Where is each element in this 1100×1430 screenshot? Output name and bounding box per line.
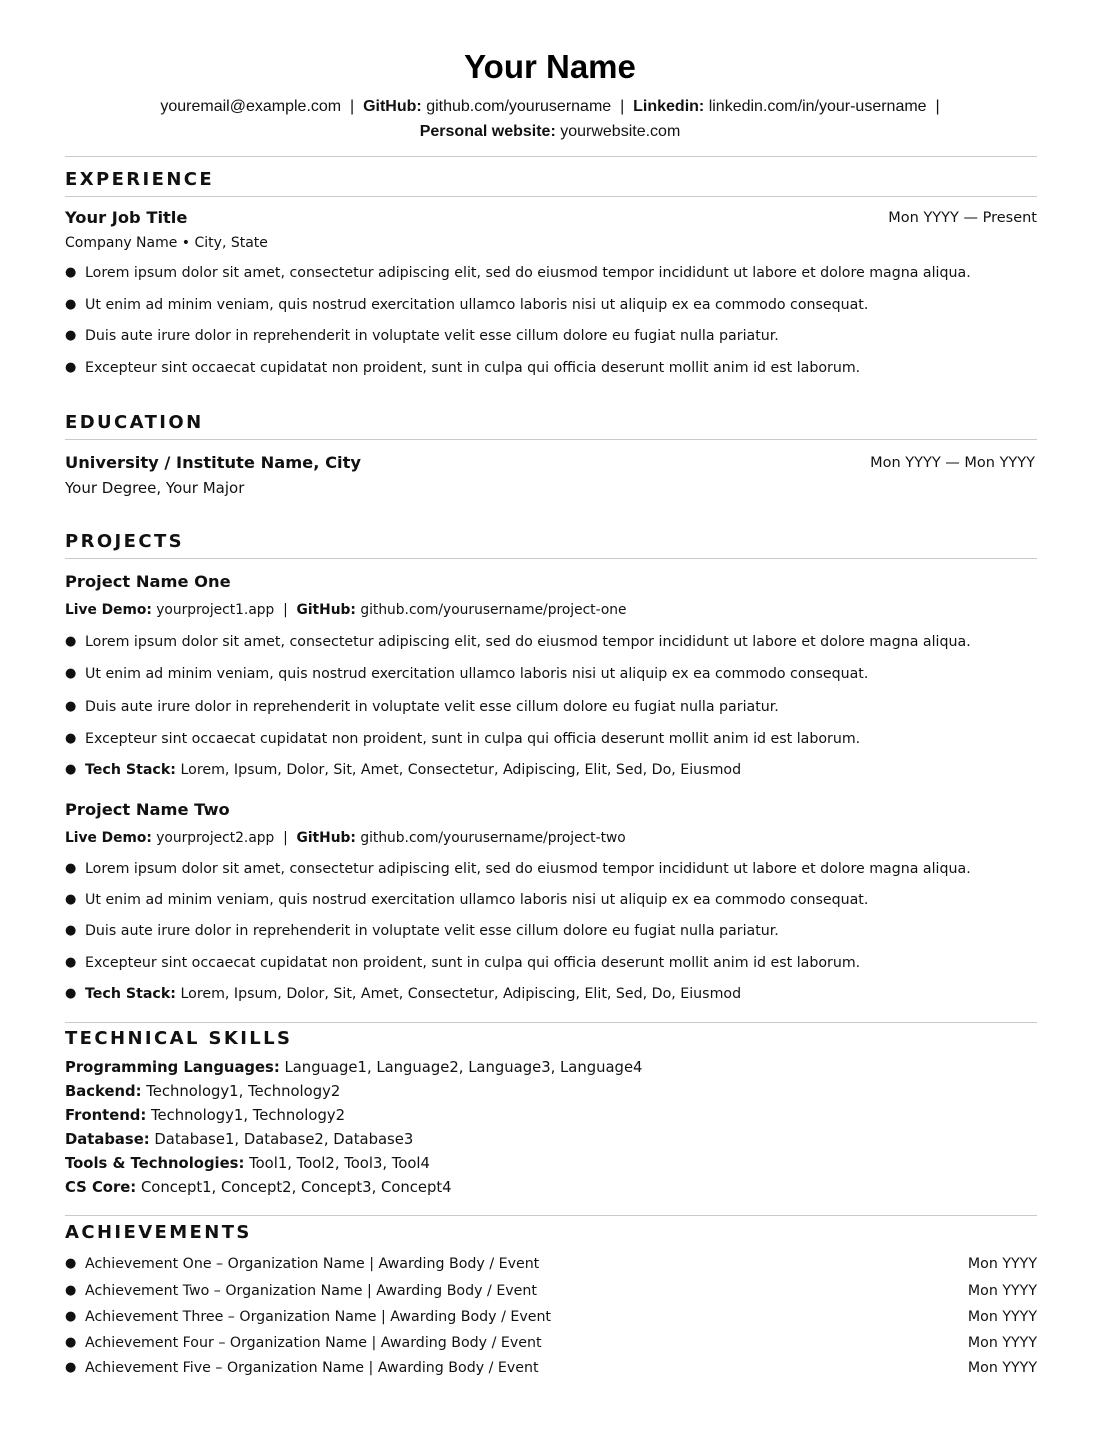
tech-stack-value: Lorem, Ipsum, Dolor, Sit, Amet, Consectetur, Adipiscing, Elit, Sed, Do, Eiusmod [180, 986, 742, 1002]
bullet-text: Lorem ipsum dolor sit amet, consectetur adipiscing elit, sed do eiusmod tempor incididunt ut labore et dolore magna aliqua. [85, 265, 971, 281]
skill-value: Language1, Language2, Language3, Language4 [284, 1059, 643, 1076]
github-link[interactable]: github.com/yourusername/project-one [360, 602, 627, 618]
bullet-text: Ut enim ad minim veniam, quis nostrud exercitation ullamco laboris nisi ut aliquip ex ea commodo consequat. [85, 297, 869, 313]
bullet-icon: ● [65, 328, 77, 343]
separator: | [345, 98, 359, 115]
bullet-icon: ● [65, 861, 77, 876]
divider [65, 196, 1037, 197]
skill-row [65, 1106, 345, 1126]
resume-name: Your Name [464, 48, 636, 85]
bullet-icon: ● [65, 360, 77, 375]
section-title-achievements: ACHIEVEMENTS [65, 1222, 252, 1243]
github-link[interactable]: github.com/yourusername/project-two [360, 830, 626, 846]
contact-line-2 [0, 121, 1100, 143]
skill-label: Backend: [65, 1083, 142, 1100]
live-demo-label: Live Demo: [65, 602, 152, 618]
bullet-text: Excepteur sint occaecat cupidatat non proident, sunt in culpa qui officia deserunt mollit anim id est laborum. [85, 731, 861, 747]
bullet-icon: ● [65, 666, 77, 681]
bullet-icon: ● [65, 923, 77, 938]
skill-label: Database: [65, 1131, 150, 1148]
website-label: Personal website: [419, 123, 556, 140]
project-links [65, 600, 627, 620]
bullet-icon: ● [65, 634, 77, 649]
bullet-icon: ● [65, 892, 77, 907]
skill-row [65, 1058, 642, 1078]
separator: | [278, 602, 293, 618]
bullet-text: Duis aute irure dolor in reprehenderit in voluptate velit esse cillum dolore eu fugiat nulla pariatur. [85, 923, 779, 939]
achievement-date: Mon YYYY [967, 1283, 1037, 1299]
github-link[interactable]: github.com/yourusername [426, 98, 612, 115]
skill-value: Technology1, Technology2 [146, 1083, 341, 1100]
skill-value: Concept1, Concept2, Concept3, Concept4 [140, 1179, 452, 1196]
section-title-experience: EXPERIENCE [65, 169, 215, 190]
separator: | [931, 98, 940, 115]
institution-name: University / Institute Name, City [65, 453, 361, 472]
github-label: GitHub: [296, 602, 356, 618]
bullet-text: Lorem ipsum dolor sit amet, consectetur adipiscing elit, sed do eiusmod tempor incididunt ut labore et dolore magna aliqua. [85, 861, 971, 877]
skill-value: Tool1, Tool2, Tool3, Tool4 [249, 1155, 430, 1172]
separator: | [615, 98, 629, 115]
bullet-icon: ● [65, 699, 77, 714]
bullet-icon: ● [65, 1335, 77, 1350]
live-demo-label: Live Demo: [65, 830, 152, 846]
divider [65, 558, 1037, 559]
achievement-text: Achievement Four – Organization Name | Awarding Body / Event [85, 1335, 542, 1351]
bullet-text: Ut enim ad minim veniam, quis nostrud exercitation ullamco laboris nisi ut aliquip ex ea commodo consequat. [85, 666, 869, 682]
bullet-icon: ● [65, 1256, 77, 1271]
bullet-icon: ● [65, 297, 77, 312]
skill-row [65, 1178, 452, 1198]
bullet-icon: ● [65, 1283, 77, 1298]
project-name: Project Name One [65, 572, 231, 591]
live-demo-link[interactable]: yourproject1.app [156, 602, 275, 618]
education-dates: Mon YYYY — Mon YYYY [870, 455, 1035, 471]
skill-value: Technology1, Technology2 [151, 1107, 346, 1124]
bullet-icon: ● [65, 1309, 77, 1324]
bullet-icon: ● [65, 731, 77, 746]
divider [65, 439, 1037, 440]
section-title-education: EDUCATION [65, 412, 204, 433]
linkedin-link[interactable]: linkedin.com/in/your-username [708, 98, 927, 115]
achievement-text: Achievement One – Organization Name | Awarding Body / Event [85, 1256, 540, 1272]
live-demo-link[interactable]: yourproject2.app [156, 830, 275, 846]
divider [65, 1022, 1037, 1023]
achievement-text: Achievement Two – Organization Name | Awarding Body / Event [85, 1283, 537, 1299]
github-label: GitHub: [363, 98, 422, 115]
tech-stack-value: Lorem, Ipsum, Dolor, Sit, Amet, Consectetur, Adipiscing, Elit, Sed, Do, Eiusmod [180, 762, 742, 778]
email-link[interactable]: youremail@example.com [160, 98, 342, 115]
divider [65, 156, 1037, 157]
tech-stack-line [85, 760, 741, 780]
project-name: Project Name Two [65, 800, 230, 819]
bullet-icon: ● [65, 265, 77, 280]
skill-row [65, 1130, 413, 1150]
achievement-date: Mon YYYY [967, 1309, 1037, 1325]
bullet-icon: ● [65, 1360, 77, 1375]
divider [65, 1215, 1037, 1216]
achievement-text: Achievement Three – Organization Name | Awarding Body / Event [85, 1309, 551, 1325]
bullet-text: Duis aute irure dolor in reprehenderit in voluptate velit esse cillum dolore eu fugiat nulla pariatur. [85, 328, 779, 344]
achievement-date: Mon YYYY [967, 1256, 1037, 1272]
tech-stack-label: Tech Stack: [85, 986, 176, 1002]
website-link[interactable]: yourwebsite.com [560, 123, 681, 140]
tech-stack-line [85, 984, 741, 1004]
achievement-text: Achievement Five – Organization Name | Awarding Body / Event [85, 1360, 539, 1376]
bullet-text: Ut enim ad minim veniam, quis nostrud exercitation ullamco laboris nisi ut aliquip ex ea commodo consequat. [85, 892, 869, 908]
degree-line: Your Degree, Your Major [65, 479, 245, 497]
skill-label: Programming Languages: [65, 1059, 280, 1076]
bullet-text: Duis aute irure dolor in reprehenderit in voluptate velit esse cillum dolore eu fugiat nulla pariatur. [85, 699, 779, 715]
bullet-icon: ● [65, 986, 77, 1001]
bullet-text: Excepteur sint occaecat cupidatat non proident, sunt in culpa qui officia deserunt mollit anim id est laborum. [85, 955, 861, 971]
job-title: Your Job Title [65, 208, 188, 227]
achievement-date: Mon YYYY [967, 1360, 1037, 1376]
bullet-icon: ● [65, 762, 77, 777]
bullet-text: Excepteur sint occaecat cupidatat non proident, sunt in culpa qui officia deserunt mollit anim id est laborum. [85, 360, 861, 376]
github-label: GitHub: [296, 830, 356, 846]
linkedin-label: Linkedin: [633, 98, 705, 115]
skill-row [65, 1082, 340, 1102]
bullet-icon: ● [65, 955, 77, 970]
separator: | [278, 830, 293, 846]
skill-row [65, 1154, 430, 1174]
achievement-date: Mon YYYY [967, 1335, 1037, 1351]
tech-stack-label: Tech Stack: [85, 762, 176, 778]
contact-line-1 [0, 96, 1100, 118]
skill-label: Tools & Technologies: [65, 1155, 245, 1172]
skill-label: Frontend: [65, 1107, 147, 1124]
job-dates: Mon YYYY — Present [888, 210, 1037, 226]
skill-label: CS Core: [65, 1179, 137, 1196]
skill-value: Database1, Database2, Database3 [154, 1131, 414, 1148]
company-line: Company Name • City, State [65, 235, 268, 251]
project-links [65, 828, 626, 848]
section-title-skills: TECHNICAL SKILLS [65, 1028, 293, 1049]
section-title-projects: PROJECTS [65, 531, 184, 552]
bullet-text: Lorem ipsum dolor sit amet, consectetur adipiscing elit, sed do eiusmod tempor incididunt ut labore et dolore magna aliqua. [85, 634, 971, 650]
